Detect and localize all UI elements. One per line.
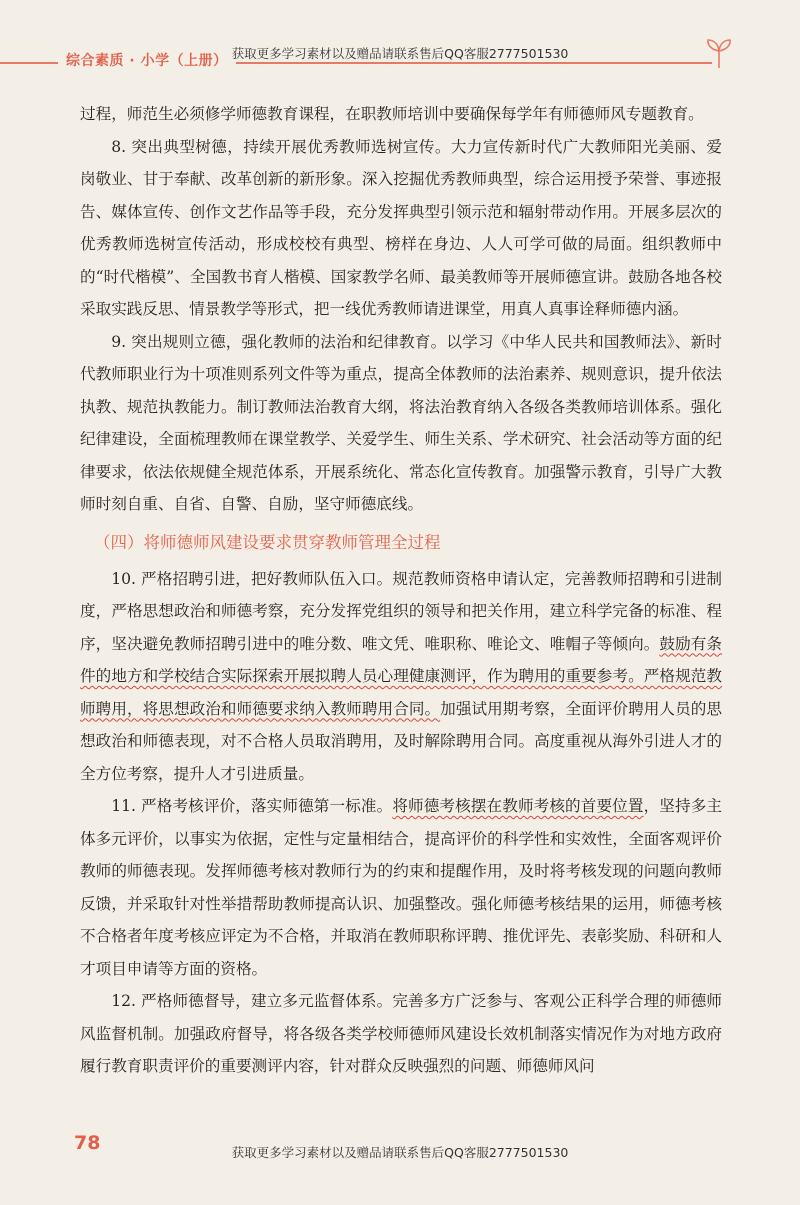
paragraph-10-text-b: 加强试用期考察，全面评价聘用人员的思想政治和师德表现，对不合格人员取消聘用，及时解除聘用合同。高度重视从海外引进人才的全方位考察，提升人才引进质量。 <box>80 699 722 783</box>
paragraph-12: 12. 严格师德督导，建立多元监督体系。完善多方广泛参与、客观公正科学合理的师德师风监督机制。加强政府督导，将各级各类学校师德师风建设长效机制落实情况作为对地方政府履行教育职责评价的重要测评内容，针对群众反映强烈的问题、师德师风问 <box>80 992 722 1075</box>
paragraph-10-text-a: 10. 严格招聘引进，把好教师队伍入口。规范教师资格申请认定，完善教师招聘和引进制度，严格思想政治和师德考察，充分发挥党组织的领导和把关作用，建立科学完备的标准、程序，坚决避免教师招聘引进中的唯分数、唯文凭、唯职称、唯论文、唯帽子等倾向。 <box>80 569 722 653</box>
paragraph-9: 9. 突出规则立德，强化教师的法治和纪律教育。以学习《中华人民共和国教师法》、新时代教师职业行为十项准则系列文件等为重点，提高全体教师的法治素养、规则意识，提升依法执教、规范执教能力。制订教师法治教育大纲，将法治教育纳入各级各类教师培训体系。强化纪律建设，全面梳理教师在课堂教学、关爱学生、师生关系、学术研究、社会活动等方面的纪律要求，依法依规健全规范体系，开展系统化、常态化宣传教育。加强警示教育，引导广大教师时刻自重、自省、自警、自励，坚守师德底线。 <box>80 332 722 513</box>
paragraph-11-text-b: ，坚持多主体多元评价，以事实为依据，定性与定量相结合，提高评价的科学性和实效性，全面客观评价教师的师德表现。发挥师德考核对教师行为的约束和提醒作用，及时将考核发现的问题向教师反馈，并采取针对性举措帮助教师提高认识、加强整改。强化师德考核结果的运用，师德考核不合格者年度考核应评定为不合格，并取消在教师职称评聘、推优评先、表彰奖励、科研和人才项目申请等方面的资格。 <box>80 797 722 978</box>
paragraph-11-text-a: 11. 严格考核评价，落实师德第一标准。 <box>111 797 393 815</box>
paragraph-10 <box>80 563 722 791</box>
paragraph-8: 8. 突出典型树德，持续开展优秀教师选树宣传。大力宣传新时代广大教师阳光美丽、爱岗敬业、甘于奉献、改革创新的新形象。深入挖掘优秀教师典型，综合运用授予荣誉、事迹报告、媒体宣传、创作文艺作品等手段，充分发挥典型引领示范和辐射带动作用。开展多层次的优秀教师选树宣传活动，形成校校有典型、榜样在身边、人人可学可做的局面。组织教师中的“时代楷模”、全国教书育人楷模、国家教学名师、最美教师等开展师德宣讲。鼓励各地各校采取实践反思、情景教学等形式，把一线优秀教师请进课堂，用真人真事诠释师德内涵。 <box>80 137 722 318</box>
paragraph-11 <box>80 790 722 985</box>
section-heading: （四）将师德师风建设要求贯穿教师管理全过程 <box>94 532 441 552</box>
page-number: 78 <box>74 1132 101 1154</box>
page-body <box>80 98 722 1083</box>
bottom-watermark: 获取更多学习素材以及赠品请联系售后QQ客服2777501530 <box>231 1145 569 1160</box>
paragraph-11-highlight: 将师德考核摆在教师考核的首要位置 <box>392 797 644 815</box>
top-watermark: 获取更多学习素材以及赠品请联系售后QQ客服2777501530 <box>231 46 569 61</box>
paragraph-intro: 过程，师范生必须修学师德教育课程，在职教师培训中要确保每学年有师德师风专题教育。 <box>80 105 704 123</box>
paragraph-10-highlight: 鼓励有条件的地方和学校结合实际探索开展拟聘人员心理健康测评，作为聘用的重要参考。严格规范教师聘用，将思想政治和师德要求纳入教师聘用合同。 <box>80 634 722 718</box>
sprout-icon <box>702 36 736 70</box>
book-title: 综合素质 · 小学（上册） <box>58 50 236 70</box>
